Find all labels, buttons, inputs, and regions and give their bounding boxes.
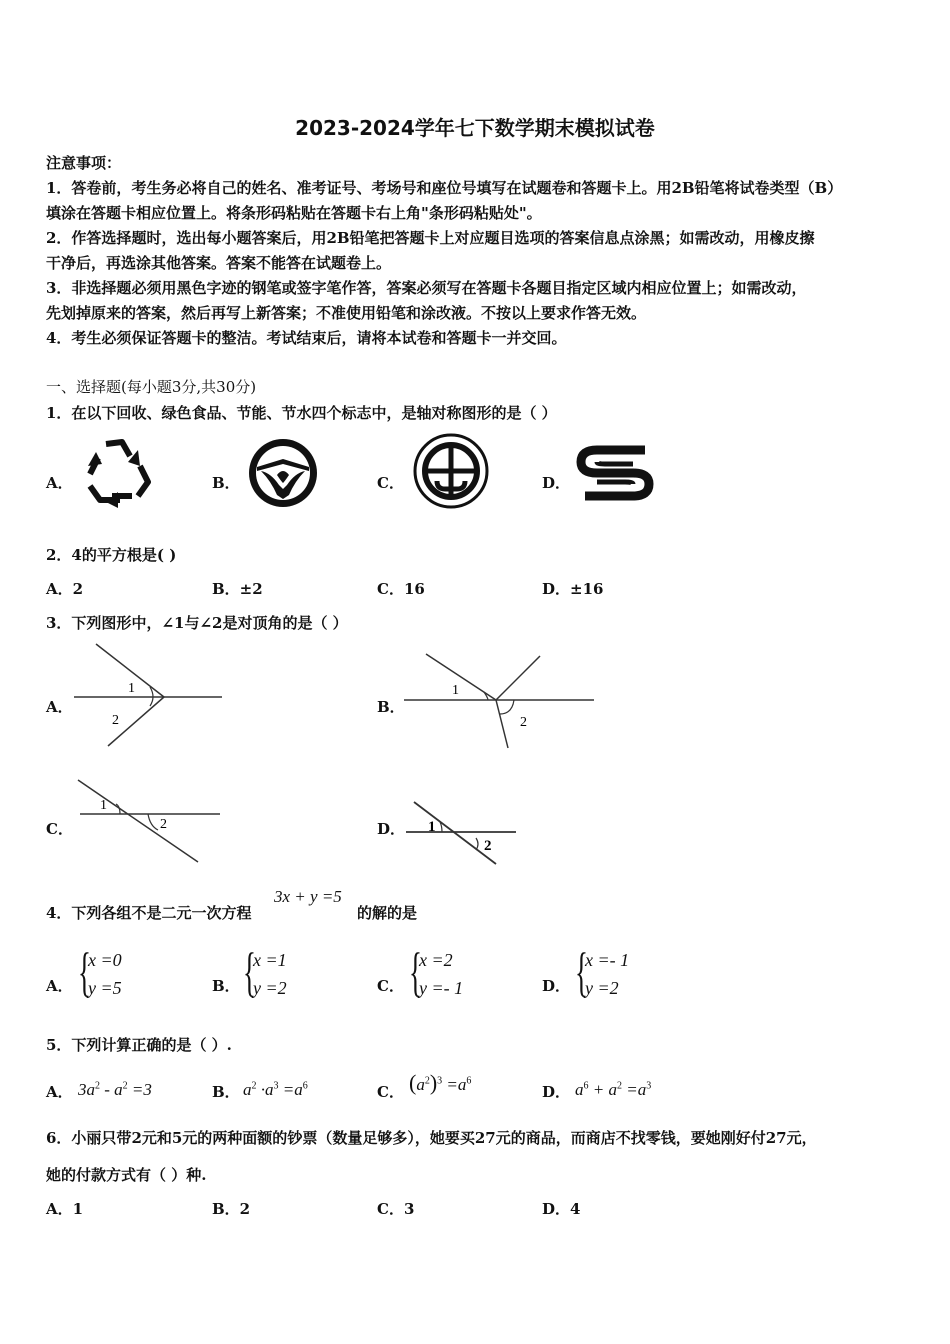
angle-figure-c xyxy=(76,776,226,866)
q5-label-d: D． xyxy=(542,1083,571,1101)
q4-label-b: B． xyxy=(212,977,240,995)
q4-system-a xyxy=(78,942,122,1002)
q6-option-b: B．2 xyxy=(212,1200,251,1218)
q2-option-c: C．16 xyxy=(377,580,425,598)
notice-line: 先划掉原来的答案，然后再写上新答案；不准使用铅笔和涂改液。不按以上要求作答无效。 xyxy=(46,304,647,322)
q1-label-d: D． xyxy=(542,474,571,492)
equation-line: x =2 xyxy=(419,950,453,970)
equation-line: x =0 xyxy=(88,950,122,970)
green-food-logo xyxy=(247,437,319,509)
equation-line: y =2 xyxy=(585,978,619,998)
recycle-logo xyxy=(82,436,154,506)
q2-option-b: B．±2 xyxy=(212,580,263,598)
equation-line: y =- 1 xyxy=(419,978,464,998)
equation-line: y =2 xyxy=(253,978,287,998)
angle-1-label: 1 xyxy=(128,681,135,696)
equation-line: x =1 xyxy=(253,950,287,970)
q3-label-a: A． xyxy=(46,698,73,716)
q1-label-b: B． xyxy=(212,474,240,492)
q3-label-b: B． xyxy=(377,698,405,716)
question-3-stem: 3．下列图形中，∠1与∠2是对顶角的是（ ） xyxy=(46,614,348,632)
q2-option-a: A．2 xyxy=(46,580,84,598)
energy-saving-logo xyxy=(413,433,489,509)
q4-equation: 3x + y =5 xyxy=(274,887,342,906)
q5-label-c: C． xyxy=(377,1083,404,1101)
angle-2-label: 2 xyxy=(160,817,167,832)
question-6-stem-2: 她的付款方式有（ ）种. xyxy=(46,1166,207,1184)
section-heading: 一、选择题(每小题3分,共30分) xyxy=(46,378,257,396)
q4-system-d xyxy=(575,942,630,1002)
question-4-stem: 4．下列各组不是二元一次方程 xyxy=(46,904,252,922)
q1-label-c: C． xyxy=(377,474,404,492)
q6-option-a: A．1 xyxy=(46,1200,84,1218)
notice-line: 4．考生必须保证答题卡的整洁。考试结束后，请将本试卷和答题卡一并交回。 xyxy=(46,329,567,347)
angle-2-label: 2 xyxy=(520,715,527,730)
q5-label-a: A． xyxy=(46,1083,73,1101)
brace-icon: { xyxy=(78,942,91,1002)
q4-system-c xyxy=(409,942,464,1002)
question-5-stem: 5．下列计算正确的是（ ）. xyxy=(46,1036,232,1054)
notice-line: 干净后，再选涂其他答案。答案不能答在试题卷上。 xyxy=(46,254,392,272)
water-saving-logo xyxy=(575,440,655,506)
angle-2-label: 2 xyxy=(484,838,492,854)
notice-heading: 注意事项： xyxy=(46,154,122,172)
page-title: 2023-2024学年七下数学期末模拟试卷 xyxy=(295,116,655,140)
q4-label-a: A． xyxy=(46,977,73,995)
notice-line: 3．非选择题必须用黑色字迹的钢笔或签字笔作答，答案必须写在答题卡各题目指定区域内相应位置上；如需改动， xyxy=(46,279,807,297)
q6-option-d: D．4 xyxy=(542,1200,581,1218)
q4-system-b xyxy=(243,942,287,1002)
q3-label-d: D． xyxy=(377,820,406,838)
brace-icon: { xyxy=(575,942,588,1002)
question-1-stem: 1．在以下回收、绿色食品、节能、节水四个标志中，是轴对称图形的是（ ） xyxy=(46,404,557,422)
notice-line: 2．作答选择题时，选出每小题答案后，用2B铅笔把答题卡上对应题目选项的答案信息点涂黑；如需改动，用橡皮擦 xyxy=(46,229,815,247)
q1-label-a: A． xyxy=(46,474,73,492)
brace-icon: { xyxy=(243,942,256,1002)
angle-figure-d xyxy=(404,798,524,868)
q5-expression-d: $a^6 + a^2 =a^3$ xyxy=(575,1080,652,1099)
question-6-stem: 6．小丽只带2元和5元的两种面额的钞票（数量足够多），她要买27元的商品，而商店不找零钱，要她刚好付27元， xyxy=(46,1129,817,1147)
q5-expression-c: $(a^2)^3 =a^6$ xyxy=(409,1070,472,1095)
q5-label-b: B． xyxy=(212,1083,240,1101)
equation-line: y =5 xyxy=(88,978,122,998)
angle-1-label: 1 xyxy=(428,819,436,835)
q4-label-d: D． xyxy=(542,977,571,995)
q6-option-c: C．3 xyxy=(377,1200,415,1218)
angle-1-label: 1 xyxy=(100,798,107,813)
brace-icon: { xyxy=(409,942,422,1002)
angle-2-label: 2 xyxy=(112,713,119,728)
q5-expression-b: $a^2 \cdot a^3 =a^6$ xyxy=(243,1080,308,1099)
notice-line: 1．答卷前，考生务必将自己的姓名、准考证号、考场号和座位号填写在试题卷和答题卡上。用2B铅笔将试卷类型（B） xyxy=(46,179,843,197)
q5-expression-a: $3a^2 - a^2 =3$ xyxy=(78,1080,152,1099)
notice-line: 填涂在答题卡相应位置上。将条形码粘贴在答题卡右上角"条形码粘贴处"。 xyxy=(46,204,542,222)
angle-figure-b xyxy=(400,652,600,752)
question-4-stem-end: 的解的是 xyxy=(357,904,418,922)
question-2-stem: 2．4的平方根是( ) xyxy=(46,546,177,564)
equation-line: x =- 1 xyxy=(585,950,630,970)
q2-option-d: D．±16 xyxy=(542,580,604,598)
q4-label-c: C． xyxy=(377,977,404,995)
q3-label-c: C． xyxy=(46,820,73,838)
angle-figure-a xyxy=(70,640,230,750)
angle-1-label: 1 xyxy=(452,683,459,698)
